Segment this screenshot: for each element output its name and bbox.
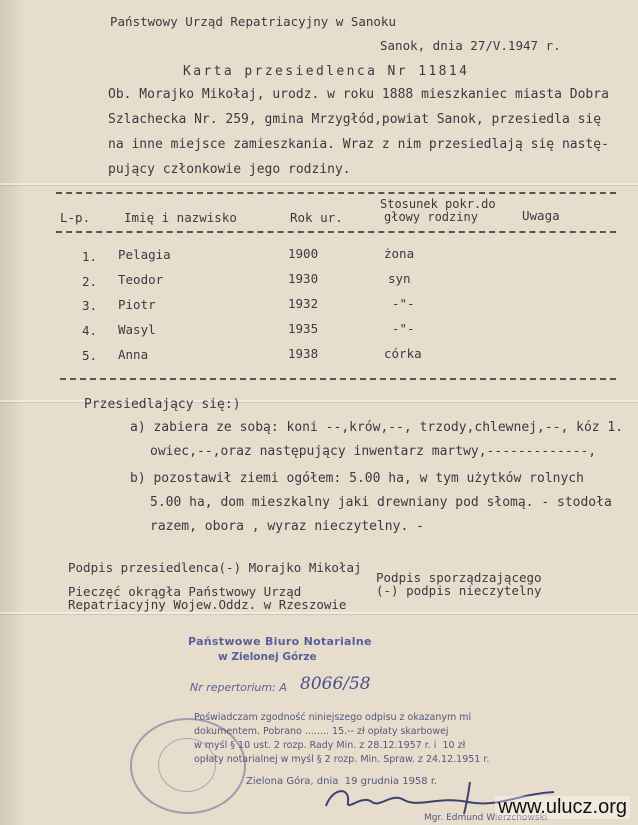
date-line: Sanok, dnia 27/V.1947 r.	[380, 38, 561, 53]
takes-line: a) zabiera ze sobą: koni --,krów,--, trzody,chlewnej,--, kóz 1.	[130, 420, 624, 435]
header-remark: Uwaga	[522, 208, 560, 223]
certification-line: opłaty notarialnej w myśl § 2 rozp. Min. Spraw. z 24.12.1951 r.	[194, 754, 490, 765]
row-lp: 2.	[82, 274, 98, 289]
table-rule-top	[56, 192, 616, 194]
row-relation: syn	[388, 271, 411, 286]
intro-line: pujący członkowie jego rodziny.	[108, 162, 351, 177]
paper-fold	[0, 612, 638, 614]
intro-line: na inne miejsce zamieszkania. Wraz z nim przesiedlają się nastę-	[108, 137, 609, 152]
notary-stamp-line: Państwowe Biuro Notarialne	[188, 635, 372, 648]
row-year: 1930	[288, 271, 319, 286]
row-relation: -"-	[392, 296, 415, 311]
seal-note: Pieczęć okrągła Państwowy Urząd	[68, 584, 302, 599]
certification-line: dokumentem. Pobrano ........ 15.-- zł opłaty skarbowej	[194, 726, 449, 737]
resettler-signature: Podpis przesiedlenca(-) Morajko Mikołaj	[68, 560, 362, 575]
row-lp: 1.	[82, 249, 98, 264]
row-year: 1938	[288, 346, 319, 361]
notary-stamp-line: w Zielonej Górze	[218, 651, 317, 663]
left-behind-line: b) pozostawił ziemi ogółem: 5.00 ha, w tym użytków rolnych	[130, 471, 584, 486]
card-title: Karta przesiedlenca Nr 11814	[183, 64, 470, 79]
header-year: Rok ur.	[290, 210, 343, 225]
repertory-label: Nr repertorium: A	[190, 681, 287, 694]
header-relation: Stosunek pokr.do	[380, 197, 496, 211]
watermark: www.ulucz.org	[495, 796, 630, 819]
paper-fold	[0, 183, 638, 185]
row-relation: córka	[384, 346, 422, 361]
compiler-signature-note: (-) podpis nieczytelny	[376, 583, 542, 598]
seal-note: Repatriacyjny Wojew.Oddz. w Rzeszowie	[68, 597, 347, 612]
place-date: Zielona Góra, dnia 19 grudnia 1958 r.	[246, 776, 438, 787]
row-name: Wasyl	[118, 322, 156, 337]
header-lp: L-p.	[60, 210, 91, 225]
row-name: Teodor	[118, 272, 164, 287]
left-behind-line: razem, obora , wyraz nieczytelny. -	[150, 519, 424, 534]
office-header: Państwowy Urząd Repatriacyjny w Sanoku	[110, 14, 396, 29]
row-relation: -"-	[392, 321, 415, 336]
row-name: Piotr	[118, 297, 156, 312]
header-relation-2: głowy rodziny	[384, 210, 478, 224]
compiler-signature: Podpis sporządzającego	[376, 570, 542, 585]
row-name: Anna	[118, 347, 149, 362]
row-name: Pelagia	[118, 247, 171, 262]
certification-line: Poświadczam zgodność niniejszego odpisu z okazanym mi	[194, 712, 472, 723]
row-year: 1932	[288, 296, 319, 311]
intro-line: Szlachecka Nr. 259, gmina Mrzygłód,powiat Sanok, przesiedla się	[108, 112, 602, 127]
header-name: Imię i nazwisko	[124, 210, 237, 225]
table-rule-header	[56, 231, 616, 233]
row-lp: 5.	[82, 348, 98, 363]
takes-line: owiec,--,oraz następujący inwentarz martwy,-------------,	[150, 444, 597, 459]
certification-line: w myśl § 10 ust. 2 rozp. Rady Min. z 28.12.1957 r. i 10 zł	[194, 740, 466, 751]
row-lp: 4.	[82, 323, 98, 338]
row-year: 1935	[288, 321, 319, 336]
row-lp: 3.	[82, 298, 98, 313]
left-behind-line: 5.00 ha, dom mieszkalny jaki drewniany pod słomą. - stodoła	[150, 495, 612, 510]
notary-name: Mgr. Edmund Wierzchowski	[424, 813, 548, 823]
row-year: 1900	[288, 246, 319, 261]
resettler-heading: Przesiedlający się:)	[84, 397, 241, 412]
intro-line: Ob. Morajko Mikołaj, urodz. w roku 1888 mieszkaniec miasta Dobra	[108, 87, 609, 102]
repertory-number: 8066/58	[300, 674, 371, 694]
row-relation: żona	[384, 246, 415, 261]
table-rule-bottom	[60, 378, 616, 380]
